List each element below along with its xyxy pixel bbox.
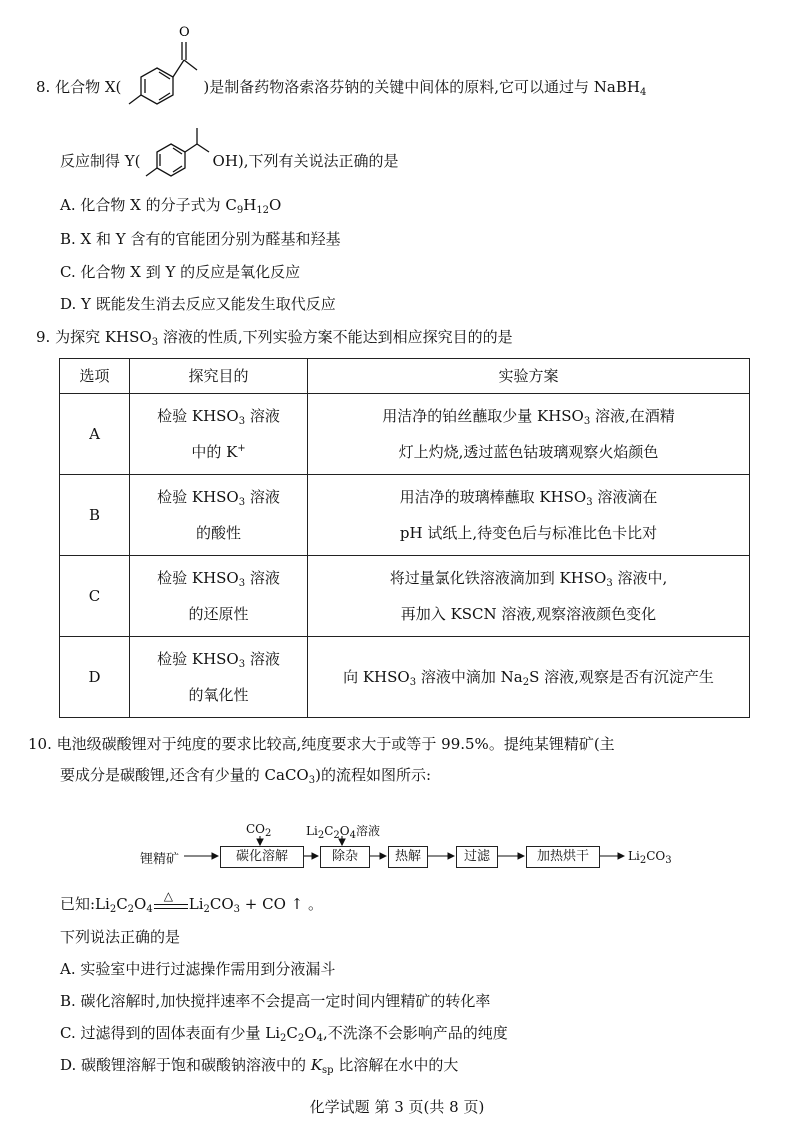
q10-option-b: B. 碳化溶解时,加快搅拌速率不会提高一定时间内锂精矿的转化率: [60, 992, 491, 1010]
q8-option-b: B. X 和 Y 含有的官能团分别为醛基和羟基: [60, 230, 341, 248]
q8-line2: 反应制得 Y( OH),下列有关说法正确的是: [60, 150, 399, 172]
row-method: 将过量氯化铁溶液滴加到 $KHSO_3$ 溶液中, 再加入 KSCN 溶液,观察溶液颜色变化: [308, 556, 750, 637]
flow-output-label: $Li_2CO_3$: [628, 849, 672, 866]
row-method: 用洁净的玻璃棒蘸取 $KHSO_3$ 溶液滴在 pH 试纸上,待变色后与标准比色卡比对: [308, 475, 750, 556]
row-purpose: 检验 $KHSO_3$ 溶液 的氧化性: [130, 637, 308, 718]
header-option: 选项: [60, 359, 130, 394]
flow-input-label: 锂精矿: [140, 852, 180, 867]
experiment-table: [59, 358, 750, 718]
q8-line1: 8. 化合物 X( O )是制备药物洛索洛芬钠的关键中间体的原料,它可以通过与 NaBH$_4$: [36, 76, 646, 98]
q10-known-equation: 已知$:Li_2C_2O_4$ △ $Li_2CO_3$ + CO ↑ 。: [60, 889, 324, 915]
process-flow-diagram: [140, 822, 680, 892]
q8-option-c: C. 化合物 X 到 Y 的反应是氧化反应: [60, 263, 301, 281]
table-row-b: [60, 475, 750, 556]
q8-option-d: D. Y 既能发生消去反应又能发生取代反应: [60, 295, 336, 313]
row-purpose: 检验 $KHSO_3$ 溶液 的还原性: [130, 556, 308, 637]
q10-option-d: D. 碳酸锂溶解于饱和碳酸钠溶液中的 $K_{sp}$ 比溶解在水中的大: [60, 1056, 459, 1076]
row-option: D: [60, 637, 130, 718]
header-method: 实验方案: [308, 359, 750, 394]
flow-co2-label: $CO_2$: [246, 822, 272, 839]
table-row-d: [60, 637, 750, 718]
row-option: B: [60, 475, 130, 556]
flow-step-pyrolysis: 热解: [388, 846, 428, 868]
compound-y-svg: [141, 122, 241, 182]
row-method: 用洁净的铂丝蘸取少量 $KHSO_3$ 溶液,在酒精 灯上灼烧,透过蓝色钴玻璃观察火焰颜色: [308, 394, 750, 475]
flow-step-filtration: 过滤: [456, 846, 498, 868]
row-purpose: 检验 $KHSO_3$ 溶液 的酸性: [130, 475, 308, 556]
flow-step-carbonation: 碳化溶解: [220, 846, 304, 868]
flow-step-drying: 加热烘干: [526, 846, 600, 868]
table-row-a: [60, 394, 750, 475]
table-header-row: [60, 359, 750, 394]
table-row-c: [60, 556, 750, 637]
q10-line1: 10. 电池级碳酸锂对于纯度的要求比较高,纯度要求大于或等于 99.5%。提纯某锂精矿(主: [28, 735, 615, 753]
flow-reagent-label: $Li_2C_2O_4$溶液: [306, 824, 380, 841]
row-option: C: [60, 556, 130, 637]
carbonyl-o-label: O: [179, 25, 191, 40]
heating-equals-sign: △: [154, 897, 188, 913]
q10-option-a: A. 实验室中进行过滤操作需用到分液漏斗: [60, 960, 336, 978]
flow-step-impurity-removal: 除杂: [320, 846, 370, 868]
q10-line2: 要成分是碳酸锂,还含有少量的 CaCO$_3$)的流程如图所示:: [60, 766, 432, 786]
q10-option-c: C. 过滤得到的固体表面有少量 $Li_2C_2O_4$,不洗涤不会影响产品的纯度: [60, 1024, 508, 1044]
q10-stem: 下列说法正确的是: [60, 928, 181, 946]
compound-x-structure: [121, 25, 203, 98]
q8-option-a: A. 化合物 X 的分子式为 $C_9H_{12}O$: [60, 196, 282, 216]
page-footer: 化学试题 第 3 页(共 8 页): [309, 1098, 485, 1116]
row-option: A: [60, 394, 130, 475]
row-method: 向 $KHSO_3$ 溶液中滴加 $Na_2S$ 溶液,观察是否有沉淀产生: [308, 637, 750, 718]
compound-x-svg: [121, 22, 203, 112]
row-purpose: 检验 $KHSO_3$ 溶液 中的 K+: [130, 394, 308, 475]
q9-stem: 9. 为探究 $KHSO_3$ 溶液的性质,下列实验方案不能达到相应探究目的的是: [36, 328, 513, 348]
header-purpose: 探究目的: [130, 359, 308, 394]
compound-y-structure: [141, 152, 241, 172]
